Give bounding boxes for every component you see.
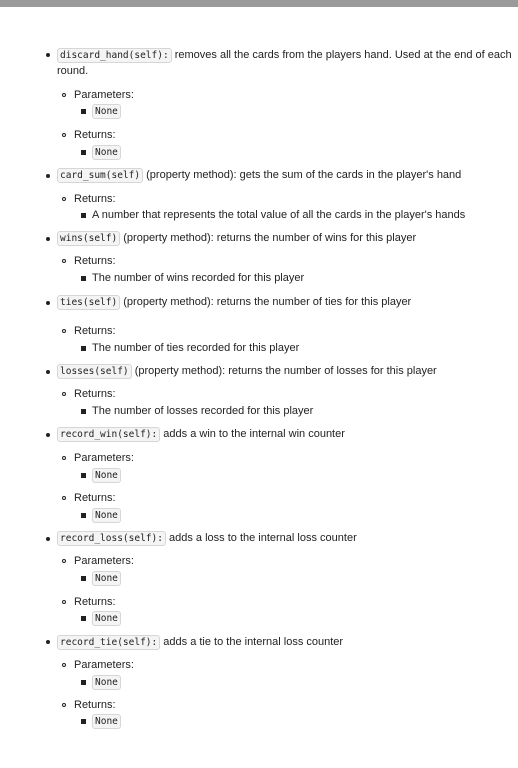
bullet (81, 409, 86, 414)
parameter-item (92, 467, 121, 483)
method-description: (property method): returns the number of ties for this player (120, 296, 412, 308)
method-entry (57, 294, 411, 310)
returns-label: Returns: (74, 193, 116, 205)
bullet (62, 600, 66, 604)
method-entry (57, 634, 343, 650)
bullet (46, 237, 50, 241)
parameter-value: None (92, 675, 121, 690)
returns-label: Returns: (74, 596, 116, 608)
return-value: None (92, 714, 121, 729)
bullet (46, 370, 50, 374)
method-signature: losses(self) (57, 364, 132, 379)
method-entry (57, 426, 345, 442)
method-description: adds a loss to the internal loss counter (165, 532, 357, 544)
return-item (92, 144, 121, 160)
bullet (81, 719, 86, 724)
returns-label: Returns: (74, 699, 116, 711)
parameter-value: None (92, 468, 121, 483)
bullet (81, 276, 86, 281)
return-value: None (92, 611, 121, 626)
method-description: removes all the cards from the players hand. Used at the end of each (171, 49, 512, 61)
parameters-label: Parameters: (74, 89, 134, 101)
bullet (81, 213, 86, 218)
method-signature: record_loss(self): (57, 531, 166, 546)
bullet (62, 703, 66, 707)
parameter-item (92, 570, 121, 586)
bullet (62, 663, 66, 667)
bullet (46, 174, 50, 178)
method-signature: ties(self) (57, 295, 120, 310)
parameter-item (92, 674, 121, 690)
method-description: (property method): returns the number of losses for this player (131, 365, 437, 377)
method-description: adds a tie to the internal loss counter (160, 636, 344, 648)
method-entry (57, 530, 357, 546)
bullet (62, 456, 66, 460)
bullet (46, 301, 50, 305)
method-entry (57, 167, 461, 183)
bullet (62, 329, 66, 333)
returns-label: Returns: (74, 255, 116, 267)
method-description: (property method): returns the number of wins for this player (120, 232, 417, 244)
return-item: The number of wins recorded for this player (92, 272, 305, 284)
bullet (62, 559, 66, 563)
bullet (81, 109, 86, 114)
method-description: adds a win to the internal win counter (160, 428, 345, 440)
returns-label: Returns: (74, 325, 116, 337)
parameter-value: None (92, 571, 121, 586)
bullet (81, 150, 86, 155)
return-item: The number of ties recorded for this player (92, 342, 300, 354)
bullet (81, 513, 86, 518)
bullet (81, 346, 86, 351)
bullet (62, 259, 66, 263)
method-signature: discard_hand(self): (57, 48, 172, 63)
method-signature: record_tie(self): (57, 635, 160, 650)
bullet (81, 616, 86, 621)
returns-label: Returns: (74, 492, 116, 504)
bullet (62, 496, 66, 500)
bullet (62, 197, 66, 201)
parameters-label: Parameters: (74, 555, 134, 567)
return-value: None (92, 508, 121, 523)
bullet (81, 576, 86, 581)
bullet (81, 680, 86, 685)
bullet (62, 392, 66, 396)
bullet (46, 433, 50, 437)
method-entry (57, 230, 416, 246)
bullet (46, 537, 50, 541)
returns-label: Returns: (74, 129, 116, 141)
method-entry (57, 363, 437, 379)
method-signature: card_sum(self) (57, 168, 143, 183)
method-signature: record_win(self): (57, 427, 160, 442)
return-item (92, 713, 121, 729)
method-description: (property method): gets the sum of the cards in the player's hand (143, 169, 462, 181)
parameter-item (92, 103, 121, 119)
parameters-label: Parameters: (74, 659, 134, 671)
return-item: A number that represents the total value of all the cards in the player's hands (92, 209, 466, 221)
method-description-continued: round. (57, 65, 89, 77)
bullet (46, 640, 50, 644)
return-item (92, 610, 121, 626)
return-item (92, 507, 121, 523)
bullet (46, 53, 50, 57)
returns-label: Returns: (74, 388, 116, 400)
method-signature: wins(self) (57, 231, 120, 246)
bullet (62, 133, 66, 137)
bullet (62, 93, 66, 97)
bullet (81, 473, 86, 478)
method-entry (57, 47, 512, 63)
return-value: None (92, 145, 121, 160)
parameter-value: None (92, 104, 121, 119)
parameters-label: Parameters: (74, 452, 134, 464)
return-item: The number of losses recorded for this player (92, 405, 314, 417)
